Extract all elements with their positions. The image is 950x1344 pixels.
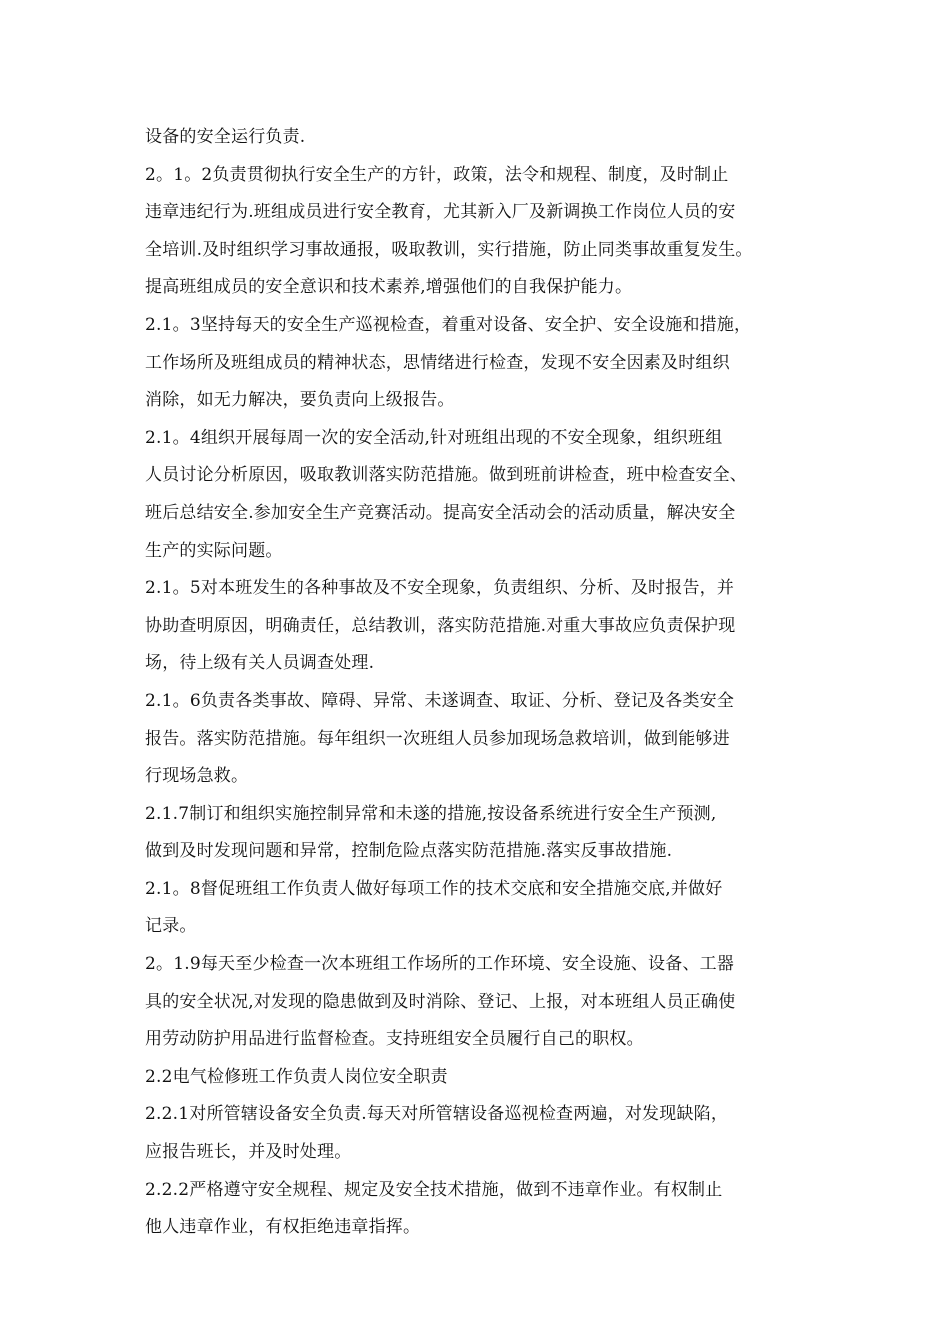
text-line: 2.1.7制订和组织实施控制异常和未遂的措施,按设备系统进行安全生产预测, bbox=[145, 803, 717, 824]
text-line: 行现场急救。 bbox=[145, 766, 249, 787]
text-line: 2.1。6负责各类事故、障碍、异常、未遂调查、取证、分析、登记及各类安全 bbox=[145, 690, 735, 711]
document-body bbox=[145, 119, 815, 1247]
text-line: 2.1。3坚持每天的安全生产巡视检查，着重对设备、安全护、安全设施和措施， bbox=[145, 314, 752, 335]
text-line: 协助查明原因，明确责任，总结教训，落实防范措施.对重大事故应负责保护现 bbox=[145, 615, 736, 636]
text-line: 2.1。8督促班组工作负责人做好每项工作的技术交底和安全措施交底,并做好 bbox=[145, 878, 723, 899]
text-line: 班后总结安全.参加安全生产竞赛活动。提高安全活动会的活动质量，解决安全 bbox=[145, 502, 736, 523]
text-line: 消除，如无力解决，要负责向上级报告。 bbox=[145, 390, 455, 411]
section-heading: 2.2电气检修班工作负责人岗位安全职责 bbox=[145, 1066, 448, 1087]
text-line: 人员讨论分析原因，吸取教训落实防范措施。做到班前讲检查，班中检查安全、 bbox=[145, 465, 747, 486]
text-line: 2.1。5对本班发生的各种事故及不安全现象，负责组织、分析、及时报告，并 bbox=[145, 578, 735, 599]
text-line: 具的安全状况,对发现的隐患做到及时消除、登记、上报，对本班组人员正确使 bbox=[145, 991, 736, 1012]
text-line: 2.2.2严格遵守安全规程、规定及安全技术措施，做到不违章作业。有权制止 bbox=[145, 1179, 723, 1200]
text-line: 提高班组成员的安全意识和技术素养,增强他们的自我保护能力。 bbox=[145, 277, 633, 298]
text-line: 2.2.1对所管辖设备安全负责.每天对所管辖设备巡视检查两遍，对发现缺陷， bbox=[145, 1104, 729, 1125]
text-line: 2。1.9每天至少检查一次本班组工作场所的工作环境、安全设施、设备、工器 bbox=[145, 954, 735, 975]
text-line: 2.1。4组织开展每周一次的安全活动,针对班组出现的不安全现象，组织班组 bbox=[145, 427, 723, 448]
text-line: 全培训.及时组织学习事故通报，吸取教训，实行措施，防止同类事故重复发生。 bbox=[145, 239, 753, 260]
text-line: 应报告班长，并及时处理。 bbox=[145, 1142, 352, 1163]
text-line: 2。1。2负责贯彻执行安全生产的方针，政策，法令和规程、制度，及时制止 bbox=[145, 164, 729, 185]
text-line: 违章违纪行为.班组成员进行安全教育，尤其新入厂及新调换工作岗位人员的安 bbox=[145, 202, 736, 223]
text-line: 做到及时发现问题和异常，控制危险点落实防范措施.落实反事故措施. bbox=[145, 841, 673, 862]
text-line: 记录。 bbox=[145, 916, 197, 937]
text-line: 报告。落实防范措施。每年组织一次班组人员参加现场急救培训，做到能够进 bbox=[145, 728, 730, 749]
text-line: 他人违章作业，有权拒绝违章指挥。 bbox=[145, 1217, 421, 1238]
text-line: 工作场所及班组成员的精神状态，思情绪进行检查，发现不安全因素及时组织 bbox=[145, 352, 730, 373]
text-line: 设备的安全运行负责. bbox=[145, 127, 306, 147]
text-line: 场，待上级有关人员调查处理. bbox=[145, 653, 375, 674]
text-line: 用劳动防护用品进行监督检查。支持班组安全员履行自己的职权。 bbox=[145, 1029, 644, 1050]
text-line: 生产的实际问题。 bbox=[145, 540, 283, 561]
